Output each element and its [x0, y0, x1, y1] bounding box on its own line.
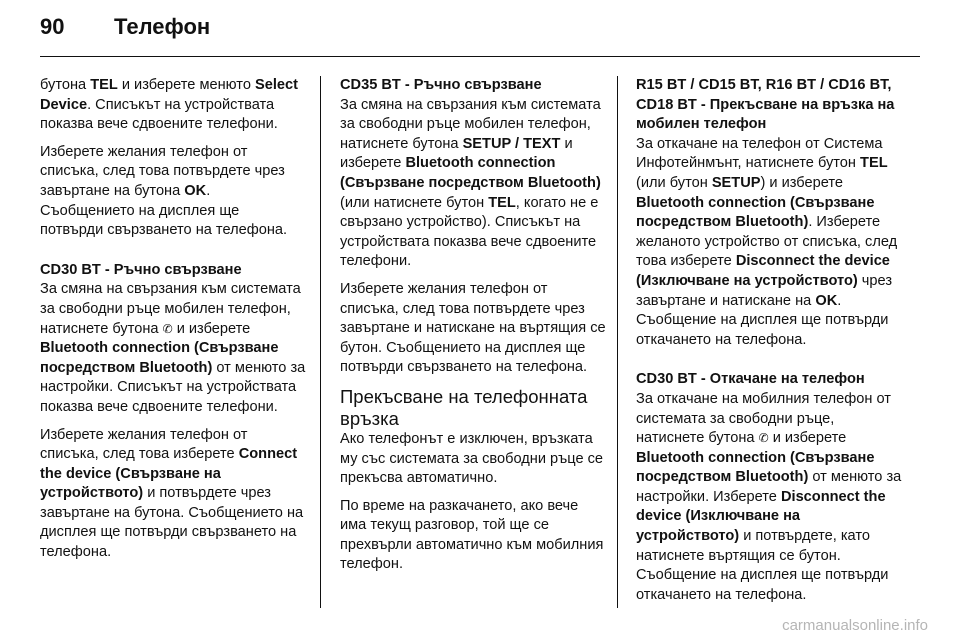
paragraph — [40, 280, 306, 417]
bold-term: SETUP — [711, 174, 761, 191]
text-run: За смяна на свързания към системата за свободни ръце мобилен телефон, натиснете бутона — [40, 281, 301, 337]
text-run: По време на разкачането, ако вече има текущ разговор, той ще се прехвърли автоматично към мобилния телефон. — [340, 497, 604, 573]
text-run: чрез завъртане и натискане на — [636, 272, 893, 309]
text-run: (или бутон — [636, 174, 712, 191]
bold-term: Disconnect the device (Изключване на устройството) — [636, 488, 886, 545]
text-run: ) и изберете — [760, 174, 843, 191]
bold-term: SETUP / TEXT — [462, 135, 561, 152]
text-run: и изберете менюто — [117, 77, 255, 93]
text-run: За откачане на мобилния телефон от системата за свободни ръце, натиснете бутона — [636, 390, 891, 447]
bold-term: TEL — [860, 155, 888, 172]
paragraph — [340, 280, 606, 378]
bold-term: Bluetooth connection (Свързване посредством Bluetooth) — [340, 155, 601, 191]
paragraph — [340, 96, 606, 272]
bold-term: TEL — [488, 194, 516, 211]
bold-term: OK — [815, 292, 838, 309]
subheading-r15-disconnect: R15 BT / CD15 BT, R16 BT / CD16 BT, CD18 BT - Прекъсване на връзка на мобилен телефон — [636, 77, 895, 133]
bold-term: Connect the device (Свързване на устройството) — [40, 446, 298, 502]
text-run: бутона — [40, 77, 91, 93]
column-3 — [636, 76, 906, 613]
column-2 — [340, 76, 606, 583]
column-1 — [40, 76, 306, 571]
column-divider — [320, 76, 321, 608]
text-run: и изберете — [172, 320, 251, 337]
watermark: carmanualsonline.info — [782, 617, 928, 634]
paragraph — [340, 430, 606, 489]
page-header — [40, 14, 210, 40]
text-run: . Съобщение на дисплея ще потвърди откачането на телефона. — [636, 292, 889, 348]
bold-term: Select Device — [40, 77, 298, 113]
paragraph — [636, 135, 906, 351]
page-title: Телефон — [114, 14, 211, 39]
header-rule — [40, 56, 920, 57]
bold-term: OK — [184, 182, 207, 199]
phone-icon: ✆ — [758, 431, 769, 446]
page-number: 90 — [40, 14, 65, 39]
text-run: и потвърдете, като натиснете въртящия се бутон. Съобщение на дисплея ще потвърди откачането на телефона. — [636, 528, 889, 603]
text-run: За откачане на телефон от Система Инфотейнмънт, натиснете бутон — [636, 135, 883, 172]
text-run: от менюто за настройки. Изберете — [636, 469, 902, 505]
text-run: Ако телефонът е изключен, връзката му със системата за свободни ръце се прекъсва автоматично. — [340, 430, 604, 487]
text-run: Изберете желания телефон от списъка, след това изберете — [40, 426, 248, 463]
column-divider — [617, 76, 618, 608]
paragraph — [40, 76, 306, 135]
bold-term: Bluetooth connection (Свързване посредством Bluetooth) — [636, 449, 875, 486]
phone-icon: ✆ — [162, 321, 173, 336]
bold-term: Disconnect the device (Изключване на устройството) — [636, 253, 890, 289]
text-run: и изберете — [768, 430, 847, 447]
bold-term: TEL — [90, 77, 118, 93]
section-heading-disconnect: Прекъсване на телефонната връзка — [340, 385, 588, 429]
text-run: . Списъкът на устройствата показва вече сдвоените телефони. — [40, 96, 278, 133]
text-run: (или натиснете бутон — [340, 194, 489, 211]
subheading-cd35-connect: CD35 BT - Ръчно свързване — [340, 77, 542, 93]
paragraph — [40, 426, 306, 563]
paragraph — [40, 143, 306, 241]
text-run: от менюто за настройки. Списъкът на устройствата показва вече сдвоените телефони. — [40, 359, 306, 415]
subheading-cd30-connect: CD30 BT - Ръчно свързване — [40, 261, 242, 278]
text-run: . Съобщението на дисплея ще потвърди свързването на телефона. — [40, 182, 288, 239]
text-run: Изберете желания телефон от списъка, след това потвърдете чрез завъртане на бутона — [40, 143, 285, 199]
paragraph — [636, 390, 906, 606]
subheading-cd30-disconnect: CD30 BT - Откачане на телефон — [636, 371, 865, 388]
text-run: и изберете — [340, 135, 573, 172]
text-run: , когато не е свързано устройство). Списъкът на устройствата показва вече сдвоените телефони. — [340, 194, 599, 270]
text-run: Изберете желания телефон от списъка, след това потвърдете чрез завъртане и натискане на въртящия се бутон. Съобщението на дисплея ще потвърди свързването на телефона. — [340, 280, 606, 376]
bold-term: Bluetooth connection (Свързване посредством Bluetooth) — [40, 340, 279, 376]
bold-term: Bluetooth connection (Свързване посредством Bluetooth) — [636, 194, 875, 231]
paragraph — [340, 497, 606, 575]
text-run: . Изберете желаното устройство от списъка, след това изберете — [636, 214, 898, 270]
text-run: и потвърдете чрез завъртане на бутона. Съобщението на дисплея ще потвърди свързването на телефона. — [40, 485, 304, 561]
text-run: За смяна на свързания към системата за свободни ръце мобилен телефон, натиснете бутона — [340, 96, 601, 152]
